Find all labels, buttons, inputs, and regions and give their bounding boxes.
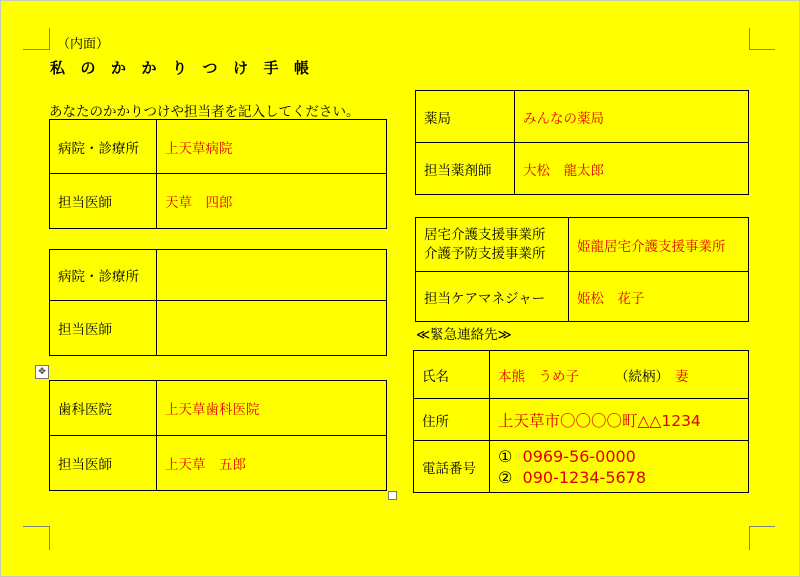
phone1-value: 0969-56-0000 bbox=[522, 446, 636, 466]
care-office-label-line2: 介護予防支援事業所 bbox=[424, 245, 546, 262]
page-subtitle: （内面） bbox=[57, 37, 110, 52]
page-title: 私のかかりつけ手帳 bbox=[50, 59, 325, 77]
facility-label: 歯科医院 bbox=[50, 381, 157, 436]
doctor-field[interactable]: 天草 四郎 bbox=[157, 174, 387, 229]
phone-line-2 bbox=[498, 467, 740, 488]
facility-label: 病院・診療所 bbox=[50, 250, 157, 301]
emergency-heading: ≪緊急連絡先≫ bbox=[416, 327, 512, 343]
hospital-table-2 bbox=[49, 249, 387, 356]
relation-value: 妻 bbox=[675, 368, 689, 385]
phone-field[interactable] bbox=[490, 441, 749, 493]
doctor-field[interactable] bbox=[157, 301, 387, 356]
move-handle-icon[interactable]: ✥ bbox=[35, 365, 49, 379]
pharmacy-field[interactable]: みんなの薬局 bbox=[515, 91, 749, 143]
care-office-field[interactable]: 姫龍居宅介護支援事業所 bbox=[569, 218, 749, 272]
crop-mark bbox=[749, 49, 775, 50]
care-office-label bbox=[416, 218, 569, 272]
phone-label: 電話番号 bbox=[414, 441, 490, 493]
crop-mark bbox=[23, 526, 49, 527]
name-value: 本熊 うめ子 bbox=[498, 368, 579, 385]
dental-table bbox=[49, 380, 387, 491]
address-field[interactable]: 上天草市〇〇〇〇町△△1234 bbox=[490, 399, 749, 441]
doctor-field[interactable]: 上天草 五郎 bbox=[157, 436, 387, 491]
facility-label: 病院・診療所 bbox=[50, 120, 157, 174]
table-resize-handle[interactable] bbox=[388, 491, 397, 500]
phone2-mark: ② bbox=[498, 467, 513, 487]
relation-label: （続柄） bbox=[615, 368, 669, 385]
facility-field[interactable]: 上天草病院 bbox=[157, 120, 387, 174]
care-manager-field[interactable]: 姫松 花子 bbox=[569, 272, 749, 322]
phone2-value: 090-1234-5678 bbox=[522, 467, 647, 487]
care-office-label-line1: 居宅介護支援事業所 bbox=[424, 226, 546, 243]
care-table bbox=[415, 217, 749, 322]
doctor-label: 担当医師 bbox=[50, 174, 157, 229]
name-label: 氏名 bbox=[414, 351, 490, 399]
doctor-label: 担当医師 bbox=[50, 436, 157, 491]
crop-mark bbox=[749, 28, 750, 50]
phone-line-1 bbox=[498, 446, 740, 467]
crop-mark bbox=[749, 526, 775, 527]
address-label: 住所 bbox=[414, 399, 490, 441]
pharmacist-field[interactable]: 大松 龍太郎 bbox=[515, 143, 749, 195]
name-field[interactable] bbox=[490, 351, 749, 399]
phone1-mark: ① bbox=[498, 446, 513, 466]
pharmacist-label: 担当薬剤師 bbox=[416, 143, 515, 195]
pharmacy-label: 薬局 bbox=[416, 91, 515, 143]
emergency-table bbox=[413, 350, 749, 493]
care-manager-label: 担当ケアマネジャー bbox=[416, 272, 569, 322]
pharmacy-table bbox=[415, 90, 749, 195]
crop-mark bbox=[749, 526, 750, 550]
facility-field[interactable]: 上天草歯科医院 bbox=[157, 381, 387, 436]
doctor-label: 担当医師 bbox=[50, 301, 157, 356]
crop-mark bbox=[49, 28, 50, 50]
crop-mark bbox=[23, 49, 49, 50]
crop-mark bbox=[49, 526, 50, 550]
instruction-text: あなたのかかりつけや担当者を記入してください。 bbox=[49, 104, 360, 120]
facility-field[interactable] bbox=[157, 250, 387, 301]
hospital-table-1 bbox=[49, 119, 387, 229]
